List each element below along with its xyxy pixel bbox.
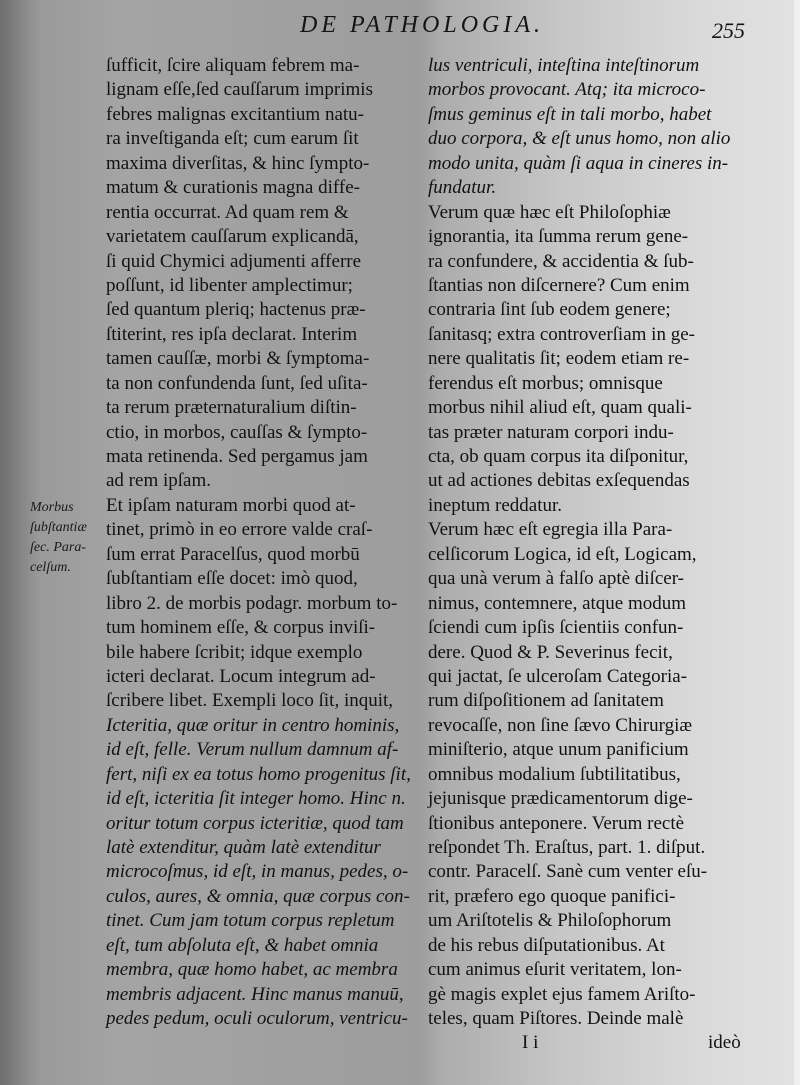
left-column-line: ſufficit, ſcire aliquam febrem ma- <box>106 55 360 76</box>
right-column-line: um Ariſtotelis & Philoſophorum <box>428 910 672 932</box>
right-column-line: omnibus modalium ſubtilitatibus, <box>428 763 681 785</box>
right-column-line: rum diſpoſitionem ad ſanitatem <box>428 690 664 712</box>
right-column-line: rit, præfero ego quoque panifici- <box>428 885 676 907</box>
left-column-line: tum hominem eſſe, & corpus inviſi- <box>106 617 376 639</box>
left-column-line: icteri declarat. Locum integrum ad- <box>106 665 376 687</box>
right-column-line: ſtionibus anteponere. Verum rectè <box>428 812 685 834</box>
right-column-line: gè magis explet ejus famem Ariſto- <box>428 983 696 1005</box>
left-column-line: Et ipſam naturam morbi quod at- <box>106 494 356 516</box>
right-column-line: tas præter naturam corpori indu- <box>428 421 674 443</box>
right-column-line: contr. Paracelſ. Sanè cum venter eſu- <box>428 861 708 883</box>
page-number: 255 <box>712 18 745 43</box>
marginal-note-line: ſec. Para- <box>30 540 86 555</box>
left-column-line: membra, quæ homo habet, ac membra <box>106 959 398 981</box>
right-column-line: ſanitasq; extra controverſiam in ge- <box>428 323 695 345</box>
left-column-line: ſi quid Chymici adjumenti afferre <box>106 250 362 272</box>
left-column-line: libro 2. de morbis podagr. morbum to- <box>106 592 398 614</box>
right-column-line: ra confundere, & accidentia & ſub- <box>428 250 694 272</box>
left-column-line: tinet. Cum jam totum corpus repletum <box>106 910 395 932</box>
marginal-note-line: celſum. <box>30 560 71 575</box>
right-column-line: cum animus eſurit veritatem, lon- <box>428 959 682 981</box>
left-column-line: fert, niſi ex ea totus homo progenitus ſit, <box>106 763 411 785</box>
right-column-line: qua unà verum à falſo aptè diſcer- <box>428 568 684 590</box>
marginal-note-line: ſubſtantiæ <box>30 520 87 535</box>
right-column-line: cta, ob quam corpus ita diſponitur, <box>428 446 689 467</box>
left-text-column <box>106 54 420 1032</box>
left-column-line: maxima diverſitas, & hinc ſympto- <box>106 152 370 174</box>
left-column-line: id eſt, felle. Verum nullum damnum af- <box>106 739 399 761</box>
left-column-line: ſtiterint, res ipſa declarat. Interim <box>106 323 358 345</box>
right-column-line: nimus, contemnere, atque modum <box>428 592 687 614</box>
left-column-line: latè extenditur, quàm latè extenditur <box>106 837 381 858</box>
left-column-line: oritur totum corpus icteritiæ, quod tam <box>106 812 404 834</box>
right-text-column <box>428 54 774 1032</box>
right-column-line: ignorantia, ita ſumma rerum gene- <box>428 226 689 248</box>
left-column-line: bile habere ſcribit; idque exemplo <box>106 641 363 663</box>
right-column-line: miniſterio, atque unum panificium <box>428 739 689 761</box>
right-column-line: contraria ſint ſub eodem genere; <box>428 299 671 321</box>
left-column-line: ſed quantum pleriq; hactenus præ- <box>106 299 366 321</box>
left-column-line: varietatem cauſſarum explicandā, <box>106 226 359 248</box>
left-column-line: mata retinenda. Sed pergamus jam <box>106 446 368 467</box>
left-column-line: matum & curationis magna diffe- <box>106 177 360 199</box>
catchword: ideò <box>708 1032 741 1053</box>
left-column-line: tamen cauſſæ, morbi & ſymptoma- <box>106 348 370 370</box>
left-column-line: poſſunt, id libenter amplectimur; <box>106 274 353 296</box>
right-column-line: dere. Quod & P. Severinus fecit, <box>428 641 673 663</box>
left-column-line: ra inveſtiganda eſt; cum earum ſit <box>106 128 359 150</box>
left-column-line: lignam eſſe,ſed cauſſarum imprimis <box>106 79 373 101</box>
left-column-line: ctio, in morbos, cauſſas & ſympto- <box>106 421 368 443</box>
right-column-line: ferendus eſt morbus; omnisque <box>428 372 663 394</box>
right-column-line: de his rebus diſputationibus. At <box>428 934 665 956</box>
right-column-line: ut ad actiones debitas exſequendas <box>428 470 690 492</box>
left-column-line: Icteritia, quæ oritur in centro hominis, <box>106 714 400 736</box>
right-column-line: fundatur. <box>428 177 497 199</box>
right-column-line: ineptum reddatur. <box>428 494 563 516</box>
left-column-line: ſum errat Paracelſus, quod morbū <box>106 543 360 565</box>
right-column-line: morbus nihil aliud eſt, quam quali- <box>428 397 692 419</box>
right-column-line: celſicorum Logica, id eſt, Logicam, <box>428 543 697 565</box>
right-column-line: duo corpora, & eſt unus homo, non alio <box>428 128 731 150</box>
left-column-line: culos, aures, & omnia, quæ corpus con- <box>106 885 410 907</box>
right-column-line: revocaſſe, non ſine ſævo Chirurgiæ <box>428 714 693 736</box>
right-column-line: teles, quam Piſtores. Deinde malè <box>428 1008 684 1030</box>
scan-edge <box>794 0 800 1085</box>
right-column-line: qui jactat, ſe ulceroſam Categoria- <box>428 665 688 687</box>
right-column-line: ſtantias non diſcernere? Cum enim <box>428 274 690 296</box>
marginal-note <box>30 498 110 578</box>
left-column-line: ad rem ipſam. <box>106 470 211 492</box>
running-head: DE PATHOLOGIA. <box>300 12 545 38</box>
left-column-line: eſt, tum abſoluta eſt, & habet omnia <box>106 934 379 956</box>
right-column-line: ſciendi cum ipſis ſcientiis confun- <box>428 617 684 639</box>
left-column-line: pedes pedum, oculi oculorum, ventricu- <box>106 1008 408 1030</box>
left-column-line: tinet, primò in eo errore valde craſ- <box>106 519 373 541</box>
right-column-line: reſpondet Th. Eraſtus, part. 1. diſput. <box>428 837 706 858</box>
left-column-line: microcoſmus, id eſt, in manus, pedes, o- <box>106 861 409 883</box>
marginal-note-line: Morbus <box>30 500 74 515</box>
signature-mark: I i <box>522 1032 539 1053</box>
left-column-line: membris adjacent. Hinc manus manuū, <box>106 983 404 1005</box>
right-column-line: jejunisque prædicamentorum dige- <box>428 788 693 810</box>
left-column-line: id eſt, icteritia ſit integer homo. Hinc n. <box>106 788 406 810</box>
left-column-line: rentia occurrat. Ad quam rem & <box>106 201 349 223</box>
right-column-line: modo unita, quàm ſi aqua in cineres in- <box>428 152 729 174</box>
right-column-line: Verum quæ hæc eſt Philoſophiæ <box>428 201 671 223</box>
left-column-line: ta non confundenda ſunt, ſed uſita- <box>106 372 368 394</box>
right-column-line: lus ventriculi, inteſtina inteſtinorum <box>428 55 700 76</box>
right-column-line: nere qualitatis ſit; eodem etiam re- <box>428 348 690 370</box>
right-column-line: Verum hæc eſt egregia illa Para- <box>428 519 673 541</box>
right-column-line: ſmus geminus eſt in tali morbo, habet <box>428 103 712 125</box>
right-column-line: morbos provocant. Atq; ita microco- <box>428 79 706 101</box>
left-column-line: ſcribere libet. Exempli loco ſit, inquit, <box>106 690 394 712</box>
left-column-line: ſubſtantiam eſſe docet: imò quod, <box>106 568 358 590</box>
left-column-line: febres malignas excitantium natu- <box>106 103 364 125</box>
left-column-line: ta rerum præternaturalium diſtin- <box>106 397 357 419</box>
